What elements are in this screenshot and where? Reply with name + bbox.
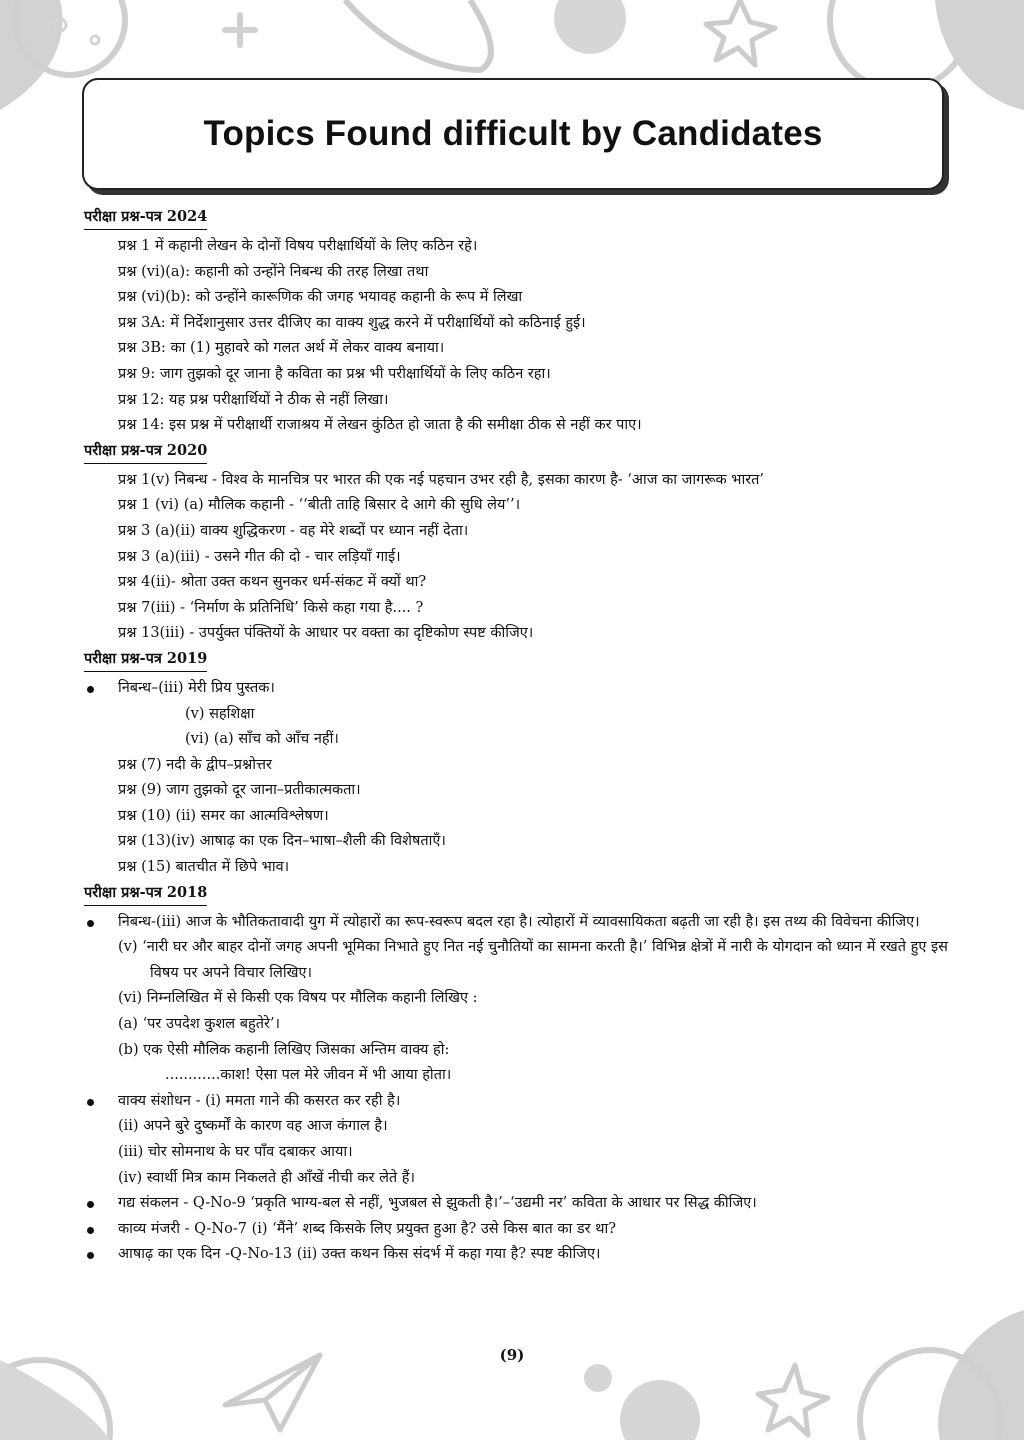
section-2018 (84, 881, 954, 1268)
list-item: प्रश्न (7) नदी के द्वीप–प्रश्नोत्तर (118, 756, 272, 773)
list-item: प्रश्न 13(iii) - उपर्युक्त पंक्तियों के आधार पर वक्ता का दृष्टिकोण स्पष्ट कीजिए। (118, 625, 534, 642)
list-item: प्रश्न 1 (vi) (a) मौलिक कहानी - ‘‘बीती ताहि बिसार दे आगे की सुधि लेय’’। (118, 497, 521, 514)
bullet-item: निबन्ध–(iii) मेरी प्रिय पुस्तक। (84, 676, 954, 702)
section-2019 (84, 647, 954, 881)
bullet-item: काव्य मंजरी - Q-No-7 (i) ‘मैंने’ शब्द किसके लिए प्रयुक्त हुआ है? उसे किस बात का डर था? (84, 1217, 954, 1243)
list-item: प्रश्न (vi)(a): कहानी को उन्होंने निबन्ध की तरह लिखा तथा (118, 263, 429, 280)
section-2024 (84, 205, 954, 439)
list-item: ............काश! ऐसा पल मेरे जीवन में भी आया होता। (165, 1067, 452, 1084)
list-item: प्रश्न (vi)(b): को उन्होंने कारूणिक की जगह भयावह कहानी के रूप में लिखा (118, 289, 523, 306)
list-item: प्रश्न 1(v) निबन्ध - विश्व के मानचित्र पर भारत की एक नई पहचान उभर रही है, इसका कारण है- ‘आज का जागरूक भारत’ (118, 471, 765, 488)
list-item: प्रश्न (10) (ii) समर का आत्मविश्लेषण। (118, 807, 329, 824)
list-item: (vi) निम्नलिखित में से किसी एक विषय पर मौलिक कहानी लिखिए : (118, 990, 478, 1007)
list-item: प्रश्न 14: इस प्रश्न में परीक्षार्थी राजाश्रय में लेखन कुंठित हो जाता है की समीक्षा ठीक से नहीं कर पाए। (118, 417, 642, 434)
title-box (82, 78, 944, 190)
list-item: प्रश्न (15) बातचीत में छिपे भाव। (118, 859, 290, 876)
list-item: प्रश्न 3 (a)(ii) वाक्य शुद्धिकरण - वह मेरे शब्दों पर ध्यान नहीं देता। (118, 522, 469, 539)
list-item: (iv) स्वार्थी मित्र काम निकलते ही आँखें नीची कर लेते हैं। (118, 1169, 415, 1186)
bullet-item: आषाढ़ का एक दिन -Q-No-13 (ii) उक्त कथन किस संदर्भ में कहा गया है? स्पष्ट कीजिए। (84, 1242, 954, 1268)
list-item: प्रश्न 3B: का (1) मुहावरे को गलत अर्थ में लेकर वाक्य बनाया। (118, 340, 445, 357)
list-item: प्रश्न 3A: में निर्देशानुसार उत्तर दीजिए का वाक्य शुद्ध करने में परीक्षार्थियों को कठिनाई हुई। (118, 314, 586, 331)
content (84, 205, 954, 1268)
list-item: (a) ‘पर उपदेश कुशल बहुतेरे’। (118, 1016, 281, 1033)
bullet-item: वाक्य संशोधन - (i) ममता गाने की कसरत कर रही है। (84, 1089, 954, 1115)
list-item: (ii) अपने बुरे दुष्कर्मों के कारण वह आज कंगाल है। (118, 1118, 388, 1135)
list-item: प्रश्न 4(ii)- श्रोता उक्त कथन सुनकर धर्म-संकट में क्यों था? (118, 574, 427, 591)
list-item: प्रश्न 3 (a)(iii) - उसने गीत की दो - चार लड़ियाँ गाई। (118, 548, 401, 565)
list-item: (b) एक ऐसी मौलिक कहानी लिखिए जिसका अन्तिम वाक्य हो: (118, 1041, 450, 1058)
section-heading: परीक्षा प्रश्न-पत्र 2024 (84, 206, 207, 230)
bullet-item: निबन्ध-(iii) आज के भौतिकतावादी युग में त्योहारों का रूप-स्वरूप बदल रहा है। त्योहारों में व्यावसायिकता बढ़ती जा रही है। इस तथ्य की विवेचना कीजिए। (84, 910, 954, 936)
list-item: प्रश्न (13)(iv) आषाढ़ का एक दिन–भाषा–शैली की विशेषताएँ। (118, 833, 446, 850)
list-item: (iii) चोर सोमनाथ के घर पाँव दबाकर आया। (118, 1144, 353, 1160)
section-heading: परीक्षा प्रश्न-पत्र 2019 (84, 648, 207, 672)
list-item: (vi) (a) साँच को आँच नहीं। (185, 731, 339, 748)
list-item: (v) ‘नारी घर और बाहर दोनों जगह अपनी भूमिका निभाते हुए नित नई चुनौतियों का सामना करती है।’ विभिन्न क्षेत्रों में नारी के योगदान को ध्यान में रखते हुए इस विषय पर अपने विचार लिखिए। (118, 939, 948, 981)
section-2020 (84, 439, 954, 647)
section-heading: परीक्षा प्रश्न-पत्र 2018 (84, 882, 207, 906)
list-item: प्रश्न 12: यह प्रश्न परीक्षार्थियों ने ठीक से नहीं लिखा। (118, 391, 389, 408)
list-item: प्रश्न 7(iii) - ‘निर्माण के प्रतिनिधि’ किसे कहा गया है.... ? (118, 599, 424, 616)
list-item: प्रश्न (9) जाग तुझको दूर जाना–प्रतीकात्मकता। (118, 782, 361, 799)
bullet-item: गद्य संकलन - Q-No-9 ‘प्रकृति भाग्य-बल से नहीं, भुजबल से झुकती है।’–‘उद्यमी नर’ कविता के आधार पर सिद्ध कीजिए। (84, 1191, 954, 1217)
section-heading: परीक्षा प्रश्न-पत्र 2020 (84, 440, 207, 464)
list-item: (v) सहशिक्षा (185, 705, 255, 722)
page-number: (9) (499, 1346, 525, 1364)
list-item: प्रश्न 9: जाग तुझको दूर जाना है कविता का प्रश्न भी परीक्षार्थियों के लिए कठिन रहा। (118, 365, 551, 382)
list-item: प्रश्न 1 में कहानी लेखन के दोनों विषय परीक्षार्थियों के लिए कठिन रहे। (118, 238, 478, 254)
page-title: Topics Found difficult by Candidates (203, 114, 823, 153)
